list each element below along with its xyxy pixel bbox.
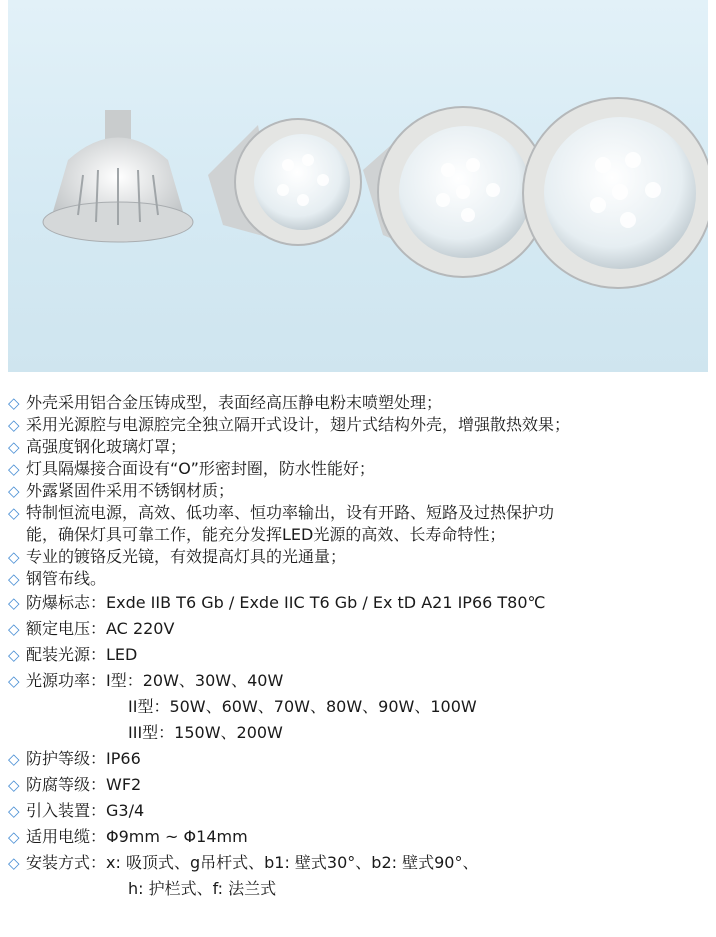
diamond-bullet-icon: ◇ bbox=[8, 504, 20, 522]
feature-item: ◇ 钢管布线。 bbox=[8, 569, 107, 588]
spec-light-source: ◇ 配装光源：LED bbox=[8, 645, 138, 664]
diamond-bullet-icon: ◇ bbox=[8, 394, 20, 412]
feature-item: ◇ 采用光源腔与电源腔完全独立隔开式设计，翅片式结构外壳，增强散热效果； bbox=[8, 415, 571, 434]
feature-item: ◇ 高强度钢化玻璃灯罩； bbox=[8, 437, 187, 456]
diamond-bullet-icon: ◇ bbox=[8, 672, 20, 690]
diamond-bullet-icon: ◇ bbox=[8, 570, 20, 588]
diamond-bullet-icon: ◇ bbox=[8, 548, 20, 566]
spec-install: ◇ 安装方式：x: 吸顶式、g吊杆式、b1: 壁式30°、b2: 壁式90°、 bbox=[8, 853, 479, 872]
feature-item-continuation: 能，确保灯具可靠工作，能充分发挥LED光源的高效、长寿命特性； bbox=[26, 525, 506, 544]
product-photo-area bbox=[8, 0, 708, 372]
diamond-bullet-icon: ◇ bbox=[8, 646, 20, 664]
diamond-bullet-icon: ◇ bbox=[8, 416, 20, 434]
lamp-2 bbox=[208, 119, 361, 245]
diamond-bullet-icon: ◇ bbox=[8, 438, 20, 456]
spec-corrosion: ◇ 防腐等级：WF2 bbox=[8, 775, 142, 794]
diamond-bullet-icon: ◇ bbox=[8, 776, 20, 794]
lamp-1-bell-shape bbox=[43, 110, 193, 242]
lamp-illustrations bbox=[8, 0, 708, 372]
feature-item: ◇ 特制恒流电源，高效、低功率、恒功率输出，设有开路、短路及过热保护功 bbox=[8, 503, 555, 522]
spec-power-line2: II型：50W、60W、70W、80W、90W、100W bbox=[128, 697, 477, 716]
spec-entry: ◇ 引入装置：G3/4 bbox=[8, 801, 145, 820]
spec-cable: ◇ 适用电缆：Φ9mm ~ Φ14mm bbox=[8, 827, 248, 846]
diamond-bullet-icon: ◇ bbox=[8, 828, 20, 846]
spec-explosion: ◇ 防爆标志：Exde IIB T6 Gb / Exde IIC T6 Gb / Ex tD A21 IP66 T80℃ bbox=[8, 593, 546, 612]
feature-item: ◇ 外露紧固件采用不锈钢材质； bbox=[8, 481, 235, 500]
diamond-bullet-icon: ◇ bbox=[8, 460, 20, 478]
diamond-bullet-icon: ◇ bbox=[8, 482, 20, 500]
feature-item: ◇ 灯具隔爆接合面设有“O”形密封圈，防水性能好； bbox=[8, 459, 375, 478]
feature-item: ◇ 外壳采用铝合金压铸成型，表面经高压静电粉末喷塑处理； bbox=[8, 393, 443, 412]
spec-power: ◇ 光源功率：I型：20W、30W、40W bbox=[8, 671, 284, 690]
spec-install-line2: h: 护栏式、f: 法兰式 bbox=[128, 879, 277, 898]
spec-power-line3: III型：150W、200W bbox=[128, 723, 283, 742]
diamond-bullet-icon: ◇ bbox=[8, 594, 20, 612]
diamond-bullet-icon: ◇ bbox=[8, 802, 20, 820]
spec-protection: ◇ 防护等级：IP66 bbox=[8, 749, 141, 768]
diamond-bullet-icon: ◇ bbox=[8, 854, 20, 872]
feature-item: ◇ 专业的镀铬反光镜，有效提高灯具的光通量； bbox=[8, 547, 347, 566]
diamond-bullet-icon: ◇ bbox=[8, 620, 20, 638]
spec-voltage: ◇ 额定电压：AC 220V bbox=[8, 619, 175, 638]
lamp-3 bbox=[363, 107, 548, 277]
diamond-bullet-icon: ◇ bbox=[8, 750, 20, 768]
